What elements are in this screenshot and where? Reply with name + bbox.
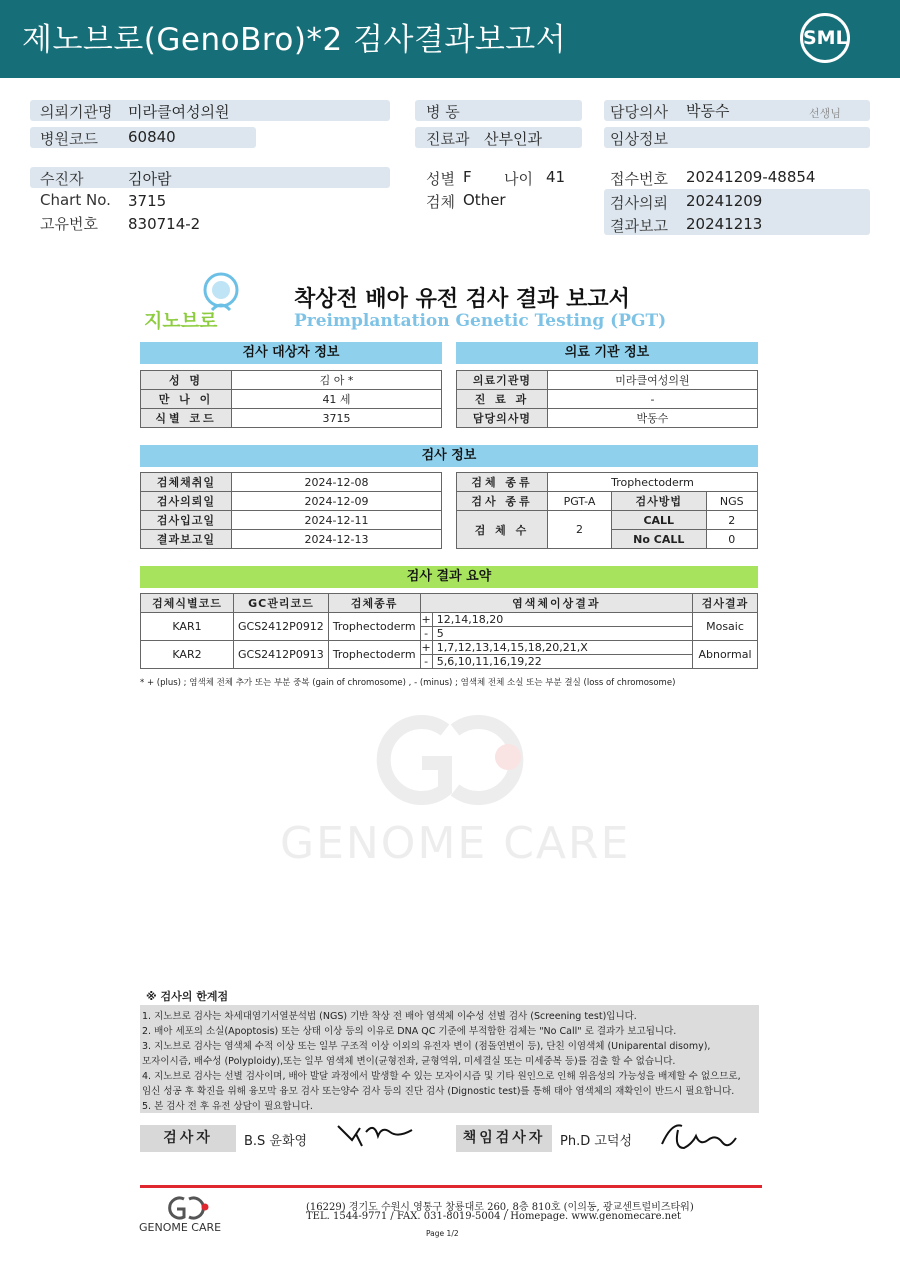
institution-info-value: 박동수 [548, 409, 758, 428]
genobro-logo [142, 270, 252, 332]
test-detail-table [456, 472, 758, 549]
hospital-code-value: 60840 [128, 128, 176, 146]
examinee-row-bg [30, 167, 390, 188]
subject-value: 3715 [232, 409, 442, 428]
subject-label: 성 명 [141, 371, 232, 390]
date-label: 검사입고일 [141, 511, 232, 530]
examinee-label: 수진자 [40, 170, 84, 188]
table-row [457, 371, 758, 390]
receipt-no-label: 접수번호 [610, 170, 668, 188]
summary-gc: GCS2412P0912 [234, 613, 329, 641]
method-value: NGS [706, 492, 757, 511]
sex-value: F [463, 168, 472, 186]
limitations-box [140, 1005, 759, 1113]
age-value: 41 [546, 168, 566, 186]
unique-no-label: 고유번호 [40, 215, 98, 233]
subject-table [140, 370, 442, 428]
request-date-label: 검사의뢰 [610, 194, 668, 212]
report-date-label: 결과보고 [610, 217, 668, 235]
tester-name: B.S 윤화영 [244, 1134, 308, 1149]
test-dates-table [140, 472, 442, 549]
responsible-signature [656, 1118, 740, 1156]
responsible-name: Ph.D 고덕성 [560, 1134, 633, 1149]
footer-contact: TEL. 1544-9771 / FAX. 031-8019-5004 / Homepage. www.genomecare.net [306, 1211, 682, 1222]
request-date-value: 20241209 [686, 192, 763, 210]
department-label: 진료과 [426, 130, 470, 148]
summary-gc: GCS2412P0913 [234, 641, 329, 669]
table-row [457, 409, 758, 428]
limitation-line: 4. 지노브로 검사는 선별 검사이며, 배아 발달 과정에서 발생할 수 있는 모자이시즘 및 기타 원인으로 인해 위음성의 가능성을 배제할 수 없으므로, [142, 1071, 741, 1082]
limitation-line: 1. 지노브로 검사는 차세대염기서열분석법 (NGS) 기반 착상 전 배아 염색체 이수성 선별 검사 (Screening test)입니다. [142, 1011, 637, 1022]
limitation-line: 3. 지노브로 검사는 염색체 수적 이상 또는 일부 구조적 이상 이외의 유전자 변이 (점돌연변이 등), 단친 이염색체 (Uniparental disomy), [142, 1041, 711, 1052]
genome-care-logo-icon [162, 1195, 212, 1221]
call-label: CALL [611, 511, 706, 530]
summary-plus: 12,14,18,20 [432, 613, 692, 627]
summary-id: KAR1 [141, 613, 234, 641]
summary-section-header: 검사 결과 요약 [140, 566, 758, 588]
age-label: 나이 [504, 170, 533, 188]
footer-divider [140, 1185, 762, 1188]
table-row [457, 390, 758, 409]
receipt-no-value: 20241209-48854 [686, 168, 816, 186]
table-row [141, 492, 442, 511]
watermark-text: GENOME CARE [280, 818, 631, 869]
summary-type: Trophectoderm [328, 613, 420, 641]
tester-signature [334, 1118, 418, 1152]
chart-no-value: 3715 [128, 192, 167, 210]
report-date-value: 20241213 [686, 215, 763, 233]
page-number: Page 1/2 [426, 1229, 459, 1238]
table-row [141, 613, 758, 627]
doctor-value: 박동수 [686, 102, 730, 120]
plus-sign: + [421, 613, 431, 626]
table-row [141, 473, 442, 492]
summary-result: Mosaic [693, 613, 758, 641]
test-type-label: 검사 종류 [457, 492, 548, 511]
count-value: 2 [548, 511, 612, 549]
specimen-type-value: Trophectoderm [548, 473, 758, 492]
date-label: 검체채취일 [141, 473, 232, 492]
table-row [141, 641, 758, 655]
subject-value: 김 아 * [232, 371, 442, 390]
table-row [141, 594, 758, 613]
sex-label: 성별 [426, 170, 455, 188]
limitation-line: 임신 성공 후 확진을 위해 융모막 융모 검사 또는양수 검사 등의 진단 검사 (Dignostic test)를 통해 태아 염색체의 재확인이 반드시 필요합니다. [142, 1086, 735, 1097]
responsible-label: 책임검사자 [456, 1125, 552, 1152]
clinical-info-label: 임상정보 [610, 130, 668, 148]
test-type-value: PGT-A [548, 492, 612, 511]
table-row [141, 530, 442, 549]
limitation-line: 2. 배아 세포의 소실(Apoptosis) 또는 상태 이상 등의 이유로 DNA QC 기준에 부적합한 검체는 "No Call" 로 결과가 보고됩니다. [142, 1026, 677, 1037]
limitations-title: ※ 검사의 한계점 [146, 990, 229, 1003]
subject-value: 41 세 [232, 390, 442, 409]
report-title: 착상전 배아 유전 검사 결과 보고서 [294, 287, 630, 312]
summary-header: GC관리코드 [234, 594, 329, 613]
summary-result: Abnormal [693, 641, 758, 669]
subject-label: 식별 코드 [141, 409, 232, 428]
doctor-suffix: 선생님 [809, 107, 841, 120]
ward-label: 병 동 [426, 103, 460, 121]
institution-info-label: 의료기관명 [457, 371, 548, 390]
tester-label: 검사자 [140, 1125, 236, 1152]
genome-care-watermark-icon [370, 715, 530, 805]
sml-logo: SML [800, 13, 850, 63]
minus-sign: - [420, 627, 432, 641]
nocall-value: 0 [706, 530, 757, 549]
specimen-value: Other [463, 191, 506, 209]
institution-info-value: - [548, 390, 758, 409]
call-value: 2 [706, 511, 757, 530]
date-value: 2024-12-08 [232, 473, 442, 492]
institution-info-value: 미라클여성의원 [548, 371, 758, 390]
page-title: 제노브로(GenoBro)*2 검사결과보고서 [22, 22, 567, 58]
table-row [457, 473, 758, 492]
summary-type: Trophectoderm [328, 641, 420, 669]
subject-section-header: 검사 대상자 정보 [140, 342, 442, 364]
nocall-label: No CALL [611, 530, 706, 549]
doctor-label: 담당의사 [610, 103, 668, 121]
test-section-header: 검사 정보 [140, 445, 758, 467]
summary-header: 검체종류 [328, 594, 420, 613]
table-row [141, 390, 442, 409]
date-value: 2024-12-13 [232, 530, 442, 549]
footer-logo-text: GENOME CARE [139, 1221, 222, 1234]
genobro-brand: 지노브로 [144, 310, 218, 332]
table-row [457, 511, 758, 530]
summary-header: 검사결과 [693, 594, 758, 613]
date-value: 2024-12-09 [232, 492, 442, 511]
institution-section-header: 의료 기관 정보 [456, 342, 758, 364]
summary-minus: 5,6,10,11,16,19,22 [432, 655, 692, 669]
summary-plus: 1,7,12,13,14,15,18,20,21,X [432, 641, 692, 655]
specimen-label: 검체 [426, 193, 455, 211]
institution-value: 미라클여성의원 [128, 103, 230, 121]
institution-info-label: 진 료 과 [457, 390, 548, 409]
table-row [141, 409, 442, 428]
summary-id: KAR2 [141, 641, 234, 669]
table-row [141, 511, 442, 530]
limitation-line: 5. 본 검사 전 후 유전 상담이 필요합니다. [142, 1101, 313, 1112]
department-value: 산부인과 [484, 130, 542, 148]
summary-table [140, 593, 758, 669]
minus-sign: - [420, 655, 432, 669]
specimen-type-label: 검체 종류 [457, 473, 548, 492]
institution-table [456, 370, 758, 428]
summary-minus: 5 [432, 627, 692, 641]
summary-header: 염색체이상결과 [420, 594, 692, 613]
footer-address: (16229) 경기도 수원시 영통구 창룡대로 260, 8층 810호 (이의동, 광교센트럴비즈타워) [306, 1202, 694, 1213]
count-label: 검 체 수 [457, 511, 548, 549]
date-label: 검사의뢰일 [141, 492, 232, 511]
table-row [141, 371, 442, 390]
header-bar [0, 0, 900, 78]
examinee-value: 김아람 [128, 170, 172, 188]
report-subtitle: Preimplantation Genetic Testing (PGT) [294, 311, 667, 331]
table-row [457, 492, 758, 511]
date-label: 결과보고일 [141, 530, 232, 549]
institution-label: 의뢰기관명 [40, 103, 113, 121]
unique-no-value: 830714-2 [128, 215, 201, 233]
institution-info-label: 담당의사명 [457, 409, 548, 428]
hospital-code-label: 병원코드 [40, 130, 98, 148]
summary-header: 검체식별코드 [141, 594, 234, 613]
subject-label: 만 나 이 [141, 390, 232, 409]
chart-no-label: Chart No. [40, 191, 111, 209]
limitation-line: 모자이시즘, 배수성 (Polyploidy),또는 일부 염색체 변이(균형전좌, 균형역위, 미세결실 또는 미세중복 등)를 검출 할 수 없습니다. [142, 1056, 676, 1067]
summary-footnote: * + (plus) ; 염색체 전체 추가 또는 부분 중복 (gain of chromosome) , - (minus) ; 염색체 전체 소실 또는 부분 결실 (loss of chromosome) [140, 678, 676, 688]
method-label: 검사방법 [611, 492, 706, 511]
plus-sign: + [421, 641, 431, 654]
date-value: 2024-12-11 [232, 511, 442, 530]
